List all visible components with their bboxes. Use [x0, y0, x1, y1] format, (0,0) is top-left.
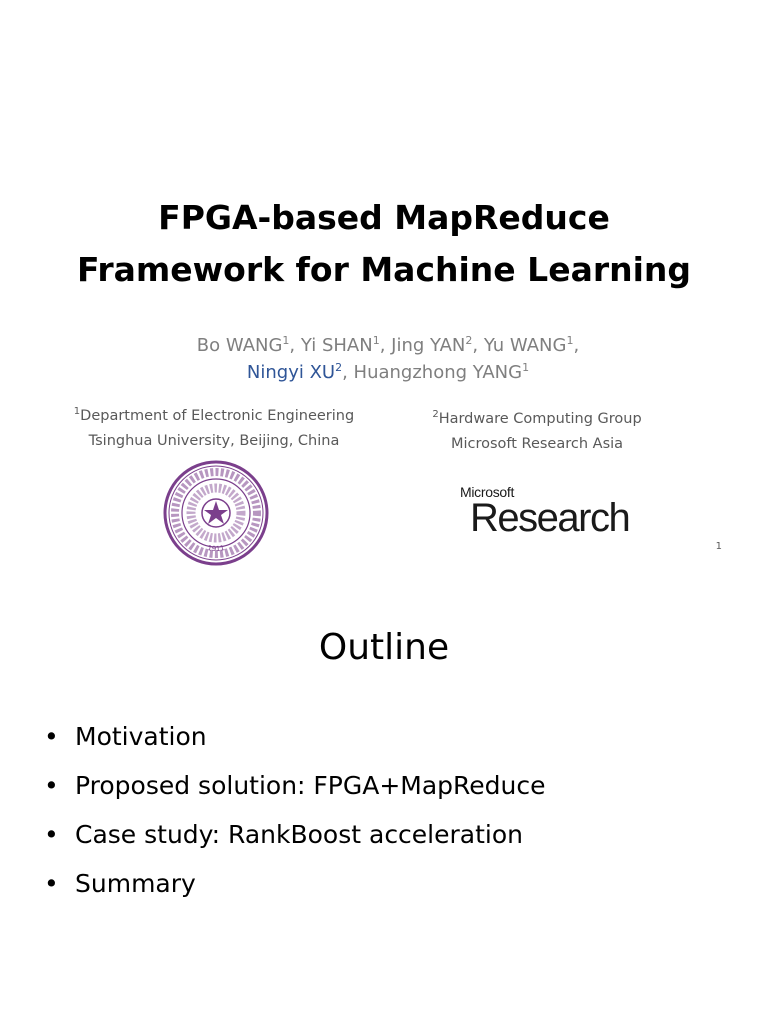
author-name: Yi SHAN — [300, 335, 373, 356]
affiliation-line: Microsoft Research Asia — [450, 436, 624, 452]
author-name: Bo WANG — [196, 335, 283, 356]
author-name-highlighted — [247, 362, 342, 383]
outline-bullet-list — [44, 712, 546, 908]
bullet-icon: • — [44, 820, 59, 849]
slide-title — [0, 192, 768, 296]
author-name: Huangzhong YANG — [353, 362, 523, 383]
affiliation-line: $^2$Hardware Computing Group — [432, 409, 642, 427]
seal-year: 1911 — [206, 543, 226, 554]
page-number: 1 — [715, 541, 722, 552]
affiliation-line: Tsinghua University, Beijing, China — [88, 433, 340, 449]
list-item: • Case study: RankBoost acceleration — [44, 810, 546, 859]
logo-research-text: Research — [470, 496, 630, 540]
affiliation-mark: 1 — [282, 334, 290, 347]
affiliation-mark: 1 — [372, 334, 380, 347]
list-item: • Proposed solution: FPGA+MapReduce — [44, 761, 546, 810]
author-line-1: Bo WANG$^1$, Yi SHAN$^1$, Jing YAN$^2$, Yu WANG$^1$, — [196, 334, 580, 356]
affiliation-mark: 1 — [566, 334, 574, 347]
microsoft-research-logo — [460, 484, 660, 544]
list-item: • Summary — [44, 859, 546, 908]
bullet-icon: • — [44, 722, 59, 751]
tsinghua-seal-logo — [163, 460, 269, 566]
affiliation-mark: 1 — [73, 406, 81, 418]
author-name: Jing YAN — [391, 335, 466, 356]
author-name: Ningyi XU — [246, 362, 336, 383]
outline-slide — [0, 576, 768, 1024]
bullet-icon: • — [44, 771, 59, 800]
author-line-2: Ningyi $XU^2$, Huangzhong YANG$^1$ — [246, 361, 530, 383]
title-line-1: FPGA-based MapReduce — [158, 198, 610, 237]
affiliation-mark: 2 — [465, 334, 473, 347]
bullet-icon: • — [44, 869, 59, 898]
affiliation-mark: 2 — [432, 409, 439, 421]
affiliation-microsoft — [384, 407, 690, 457]
affiliation-line: $^1$Department of Electronic Engineering — [73, 406, 355, 424]
list-item: • Motivation — [44, 712, 546, 761]
author-name: Yu WANG — [483, 335, 567, 356]
affiliation-mark: 2 — [335, 361, 343, 374]
affiliation-mark: 1 — [522, 361, 530, 374]
logo-microsoft-text: Microsoft — [460, 484, 515, 500]
affiliation-tsinghua — [40, 404, 388, 454]
outline-title: Outline — [318, 627, 450, 668]
title-line-2: Framework for Machine Learning — [76, 250, 692, 289]
author-list — [0, 332, 768, 386]
